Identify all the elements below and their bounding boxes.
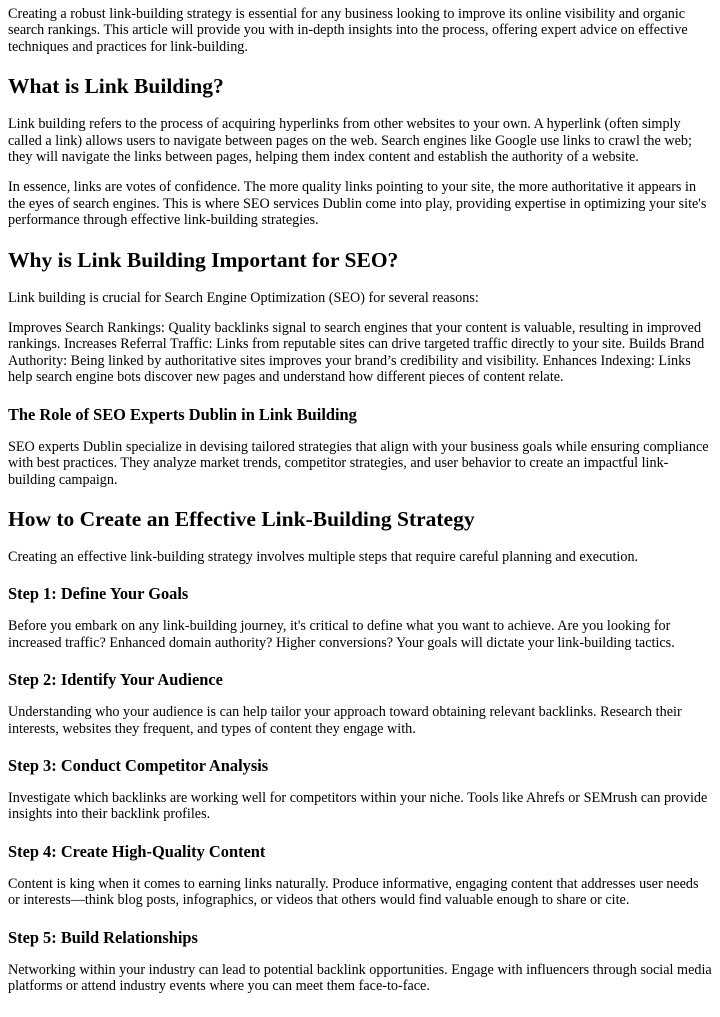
intro-paragraph: Creating a robust link-building strategy is essential for any business looking to improve its online visibility and organic search rankings. This article will provide you with in-depth insights into the process, offering expert advice on effective techniques and practices for link-building. — [8, 6, 688, 55]
heading-step-5: Step 5: Build Relationships — [8, 927, 198, 947]
paragraph: Content is king when it comes to earning links naturally. Produce informative, engaging content that addresses user needs or interests—think blog posts, infographics, or videos that others would find valuable enough to share or cite. — [8, 875, 699, 909]
paragraph: SEO experts Dublin specialize in devising tailored strategies that align with your business goals while ensuring compliance with best practices. They analyze market trends, competitor strategies, and user behavior to create an impactful link-building campaign. — [8, 438, 709, 488]
heading-step-3: Step 3: Conduct Competitor Analysis — [8, 755, 269, 775]
heading-step-1: Step 1: Define Your Goals — [8, 584, 189, 604]
paragraph: Understanding who your audience is can help tailor your approach toward obtaining relevant backlinks. Research their interests, websites they frequent, and types of content they engage with. — [8, 704, 682, 737]
heading-how-to-create: How to Create an Effective Link-Building Strategy — [8, 506, 475, 531]
paragraph: Before you embark on any link-building journey, it's critical to define what you want to achieve. Are you looking for increased traffic? Enhanced domain authority? Higher conversions? Your goals will dictate your link-building tactics. — [8, 618, 675, 651]
heading-what-is-link-building: What is Link Building? — [8, 74, 224, 99]
heading-why-important: Why is Link Building Important for SEO? — [8, 247, 399, 272]
heading-step-2: Step 2: Identify Your Audience — [8, 670, 223, 690]
paragraph: Networking within your industry can lead to potential backlink opportunities. Engage with influencers through social media platforms or attend industry events where you can meet them face-to-face. — [8, 961, 712, 994]
paragraph: In essence, links are votes of confidence. The more quality links pointing to your site, the more authoritative it appears in the eyes of search engines. This is where SEO services Dublin come into play, providing expertise in optimizing your site's performance through effective link-building strategies. — [8, 179, 707, 229]
paragraph: Creating an effective link-building strategy involves multiple steps that require careful planning and execution. — [8, 548, 639, 565]
heading-role-of-seo-experts: The Role of SEO Experts Dublin in Link Building — [8, 404, 357, 424]
paragraph: Improves Search Rankings: Quality backlinks signal to search engines that your content is valuable, resulting in improved rankings. Increases Referral Traffic: Links from reputable sites can drive targeted traffic directly to your site. Builds Brand Authority: Being linked by authoritative sites improves your brand’s credibility and visibility. Enhances Indexing: Links help search engine bots discover new pages and understand how different pieces of content relate. — [8, 320, 705, 386]
paragraph: Investigate which backlinks are working well for competitors within your niche. Tools like Ahrefs or SEMrush can provide insights into their backlink profiles. — [8, 789, 708, 823]
paragraph: Link building refers to the process of acquiring hyperlinks from other websites to your own. A hyperlink (often simply called a link) allows users to navigate between pages on the web. Search engines like Google use links to crawl the web; they will navigate the links between pages, helping them index content and establish the authority of a website. — [8, 116, 692, 166]
heading-step-4: Step 4: Create High-Quality Content — [8, 841, 266, 861]
paragraph: Link building is crucial for Search Engine Optimization (SEO) for several reasons: — [8, 289, 479, 306]
